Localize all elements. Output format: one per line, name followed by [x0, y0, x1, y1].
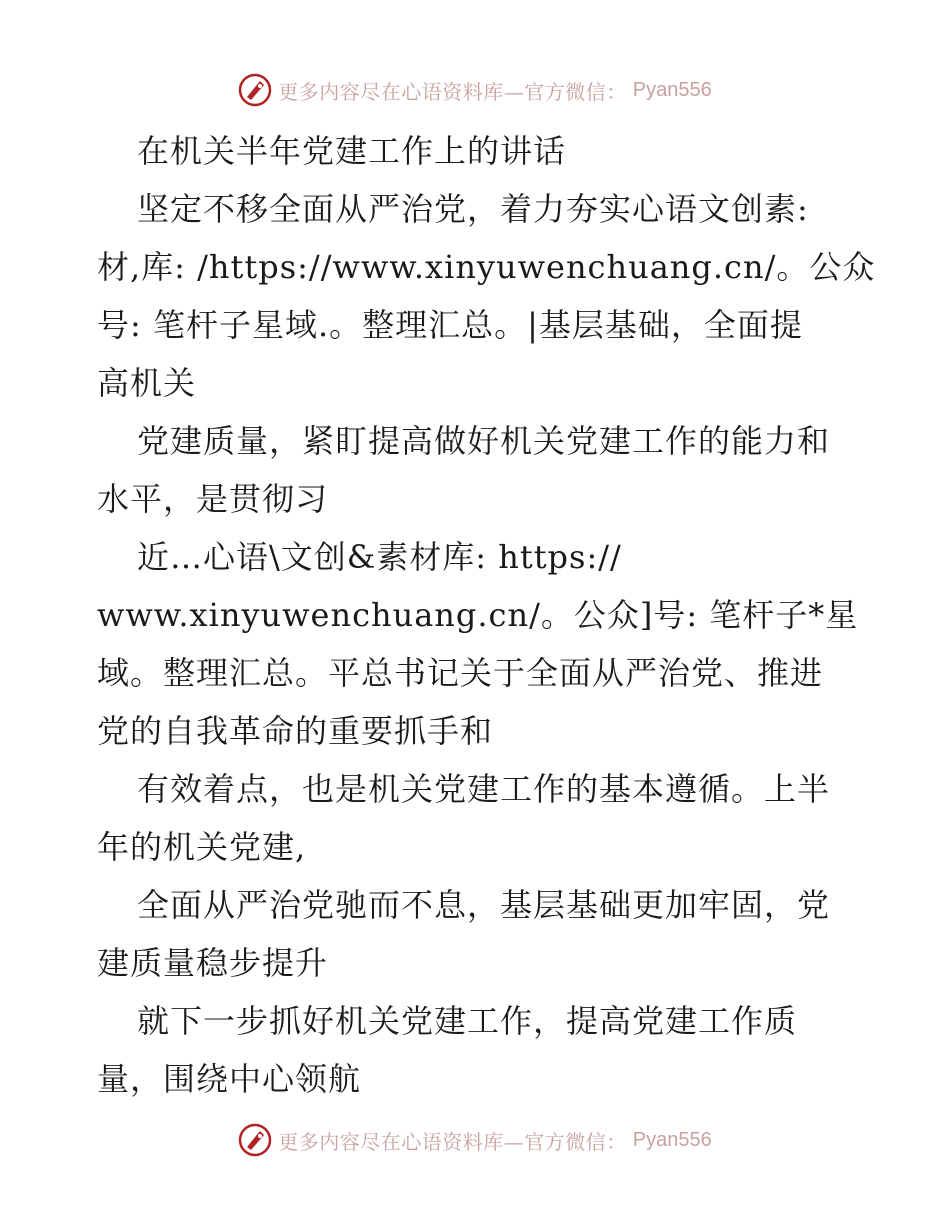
pen-nib-icon — [238, 1123, 272, 1157]
paragraph-line: 坚定不移全面从严治党，着力夯实心语文创素: — [137, 190, 809, 228]
paragraph-line: 党建质量，紧盯提高做好机关党建工作的能力和 — [137, 422, 831, 460]
paragraph-line: 号: 笔杆子星域.。整理汇总。|基层基础，全面提 — [97, 306, 803, 344]
paragraph-line: 建质量稳步提升 — [97, 944, 329, 982]
paragraph-line: 材,库: /https://www.xinyuwenchuang.cn/。公众 — [97, 248, 876, 286]
paragraph-line: 就下一步抓好机关党建工作，提高党建工作质 — [137, 1002, 798, 1040]
paragraph-line: 党的自我革命的重要抓手和 — [97, 712, 494, 750]
paragraph-line: 近…心语\文创&素材库: https:// — [137, 538, 622, 576]
banner-wechat-id: Pyan556 — [632, 78, 712, 101]
header-banner — [0, 70, 950, 110]
pen-nib-icon — [238, 73, 272, 107]
banner-wechat-id: Pyan556 — [632, 1128, 712, 1151]
paragraph-line: 有效着点，也是机关党建工作的基本遵循。上半 — [137, 770, 831, 808]
paragraph-line: 年的机关党建, — [97, 828, 307, 866]
paragraph-line: 全面从严治党驰而不息，基层基础更加牢固，党 — [137, 886, 831, 924]
paragraph-line: 高机关 — [97, 364, 197, 402]
paragraph-line: 量，围绕中心领航 — [97, 1060, 362, 1098]
banner-text: 更多内容尽在心语资料库—官方微信： — [278, 79, 627, 104]
document-title: 在机关半年党建工作上的讲话 — [137, 132, 567, 170]
footer-banner — [0, 1120, 950, 1160]
banner-text: 更多内容尽在心语资料库—官方微信： — [278, 1129, 627, 1154]
paragraph-line: 水平，是贯彻习 — [97, 480, 329, 518]
document-body — [97, 122, 876, 1108]
paragraph-line: 域。整理汇总。平总书记关于全面从严治党、推进 — [97, 654, 824, 692]
paragraph-line: www.xinyuwenchuang.cn/。公众]号: 笔杆子*星 — [97, 596, 859, 634]
